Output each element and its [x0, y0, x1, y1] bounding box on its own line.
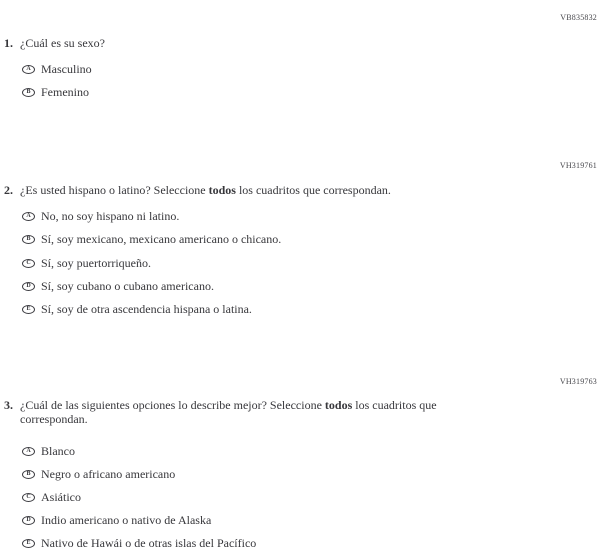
answer-bubble[interactable] [22, 516, 35, 525]
answer-bubble[interactable] [22, 493, 35, 502]
prompt-pre: ¿Cuál es su sexo? [20, 36, 105, 50]
option-label: Asiático [41, 489, 81, 504]
question-number: 2. [4, 183, 13, 197]
item-code: VH319761 [559, 161, 597, 170]
option-label: Masculino [41, 61, 92, 76]
option-label: No, no soy hispano ni latino. [41, 208, 180, 223]
answer-option [22, 256, 151, 270]
option-label: Negro o africano americano [41, 466, 176, 481]
answer-option [22, 279, 214, 293]
option-letter: B [26, 471, 31, 477]
option-letter: D [26, 517, 31, 523]
answer-bubble[interactable] [22, 259, 35, 268]
answer-option [22, 209, 179, 223]
prompt-post: los cuadritos que [352, 398, 437, 412]
option-letter: A [26, 448, 31, 454]
option-label: Nativo de Hawái o de otras islas del Pacífico [41, 535, 257, 550]
option-label: Sí, soy de otra ascendencia hispana o latina. [41, 301, 252, 316]
answer-option [22, 536, 256, 550]
question-text [20, 184, 391, 198]
answer-option [22, 85, 89, 99]
option-letter: D [26, 283, 31, 289]
prompt-post: los cuadritos que correspondan. [235, 183, 391, 197]
question-text [20, 399, 437, 426]
prompt-bold: todos [324, 398, 353, 412]
prompt-pre: ¿Cuál de las siguientes opciones lo describe mejor? Seleccione [20, 398, 325, 412]
option-letter: B [26, 236, 31, 242]
answer-option [22, 302, 252, 316]
answer-option [22, 490, 81, 504]
answer-bubble[interactable] [22, 212, 35, 221]
answer-bubble[interactable] [22, 65, 35, 74]
prompt-bold: todos [208, 183, 236, 197]
answer-bubble[interactable] [22, 470, 35, 479]
option-label: Femenino [41, 84, 89, 99]
option-label: Sí, soy cubano o cubano americano. [41, 278, 214, 293]
answer-bubble[interactable] [22, 235, 35, 244]
option-letter: C [26, 260, 31, 266]
prompt-pre: ¿Es usted hispano o latino? Seleccione [20, 183, 209, 197]
prompt-line2: correspondan. [20, 411, 88, 426]
item-code: VH319763 [559, 377, 597, 386]
answer-option [22, 444, 75, 458]
option-letter: C [26, 494, 31, 500]
answer-bubble[interactable] [22, 539, 35, 548]
answer-bubble[interactable] [22, 282, 35, 291]
option-letter: E [26, 306, 31, 312]
option-letter: A [26, 66, 31, 72]
answer-option [22, 467, 175, 481]
question-text [20, 37, 105, 51]
question-number: 3. [4, 398, 13, 412]
item-code: VB835832 [560, 13, 597, 22]
answer-bubble[interactable] [22, 447, 35, 456]
question-prompt [4, 399, 437, 426]
answer-option [22, 513, 211, 527]
question-number: 1. [4, 36, 13, 50]
answer-option [22, 232, 281, 246]
question-prompt [4, 37, 105, 51]
option-label: Sí, soy puertorriqueño. [41, 255, 151, 270]
option-label: Blanco [41, 443, 75, 458]
option-letter: A [26, 213, 31, 219]
option-letter: E [26, 540, 31, 546]
option-letter: B [26, 89, 31, 95]
option-label: Sí, soy mexicano, mexicano americano o chicano. [41, 231, 282, 246]
question-prompt [4, 184, 391, 198]
answer-bubble[interactable] [22, 305, 35, 314]
option-label: Indio americano o nativo de Alaska [41, 512, 212, 527]
answer-option [22, 62, 92, 76]
answer-bubble[interactable] [22, 88, 35, 97]
